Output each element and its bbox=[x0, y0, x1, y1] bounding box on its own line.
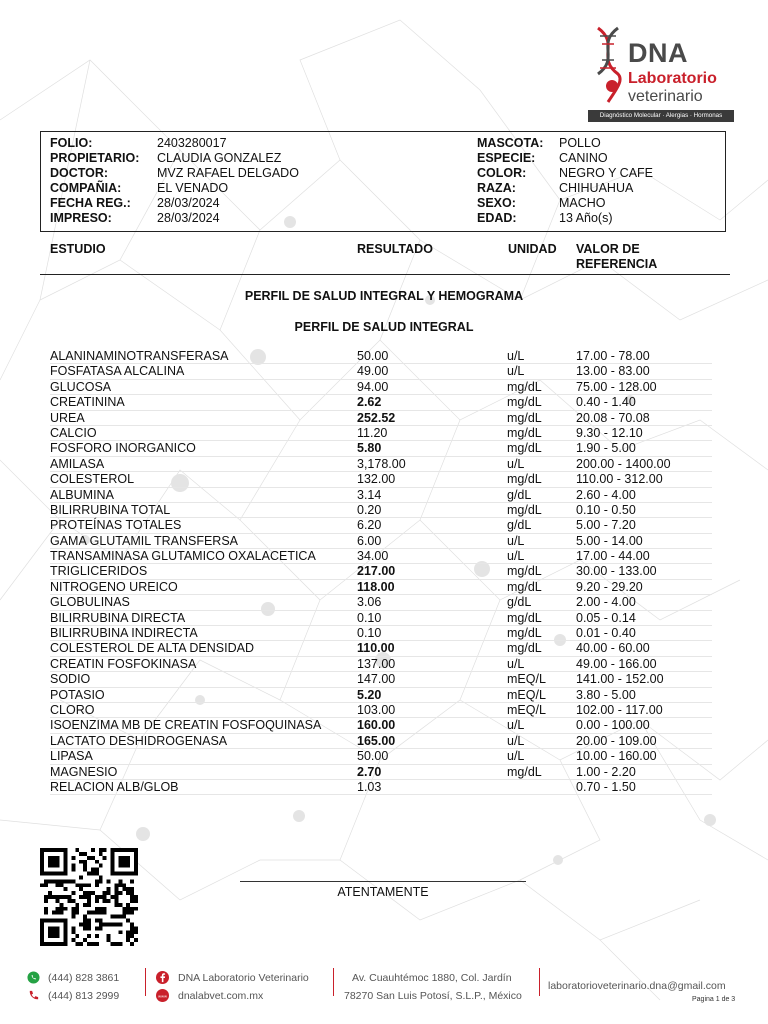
result-row bbox=[50, 457, 712, 472]
result-study: GAMA GLUTAMIL TRANSFERSA bbox=[50, 533, 239, 548]
result-unit: mg/dL bbox=[507, 410, 542, 425]
result-reference: 2.60 - 4.00 bbox=[576, 487, 636, 502]
section-title: PERFIL DE SALUD INTEGRAL Y HEMOGRAMA bbox=[244, 289, 524, 303]
header-reference-1: VALOR DE bbox=[576, 242, 640, 256]
result-row bbox=[50, 411, 712, 426]
result-unit: u/L bbox=[507, 456, 525, 471]
svg-text:www: www bbox=[157, 994, 168, 999]
folio-value: 2403280017 bbox=[157, 136, 227, 150]
dna-helix-icon bbox=[590, 24, 630, 104]
breed-value: CHIHUAHUA bbox=[559, 181, 634, 195]
result-study: GLOBULINAS bbox=[50, 595, 130, 610]
printed-value: 28/03/2024 bbox=[157, 211, 220, 225]
result-reference: 2.00 - 4.00 bbox=[576, 595, 636, 610]
result-value: 103.00 bbox=[357, 702, 396, 717]
result-reference: 141.00 - 152.00 bbox=[576, 672, 664, 687]
result-reference: 40.00 - 60.00 bbox=[576, 641, 650, 656]
result-study: TRANSAMINASA GLUTAMICO OXALACETICA bbox=[50, 549, 316, 564]
result-study: MAGNESIO bbox=[50, 764, 118, 779]
result-reference: 1.00 - 2.20 bbox=[576, 764, 636, 779]
result-row bbox=[50, 441, 712, 456]
result-value: 132.00 bbox=[357, 472, 396, 487]
pet-label: MASCOTA: bbox=[477, 136, 544, 150]
result-unit: u/L bbox=[507, 656, 525, 671]
result-value: 217.00 bbox=[357, 564, 396, 579]
result-value: 50.00 bbox=[357, 749, 389, 764]
result-row bbox=[50, 595, 712, 610]
page-number: Pagina 1 de 3 bbox=[692, 996, 736, 1003]
result-reference: 102.00 - 117.00 bbox=[576, 702, 663, 717]
result-reference: 75.00 - 128.00 bbox=[576, 379, 657, 394]
result-row bbox=[50, 641, 712, 656]
result-row bbox=[50, 364, 712, 379]
result-value: 118.00 bbox=[357, 579, 395, 594]
result-reference: 110.00 - 312.00 bbox=[576, 472, 663, 487]
phone-1: (444) 828 3861 bbox=[48, 972, 120, 984]
result-reference: 0.00 - 100.00 bbox=[576, 718, 650, 733]
result-unit: u/L bbox=[507, 533, 525, 548]
result-study: UREA bbox=[50, 410, 85, 425]
result-reference: 9.30 - 12.10 bbox=[576, 425, 643, 440]
result-unit: g/dL bbox=[507, 518, 532, 533]
result-row bbox=[50, 580, 712, 595]
result-study: BILIRRUBINA INDIRECTA bbox=[50, 626, 198, 641]
result-study: COLESTEROL DE ALTA DENSIDAD bbox=[50, 641, 254, 656]
result-reference: 13.00 - 83.00 bbox=[576, 364, 650, 379]
result-row bbox=[50, 518, 712, 533]
logo-brand: DNA bbox=[628, 38, 688, 68]
sex-value: MACHO bbox=[559, 196, 606, 210]
result-study: NITROGENO UREICO bbox=[50, 579, 178, 594]
result-study: CALCIO bbox=[50, 425, 97, 440]
doctor-label: DOCTOR: bbox=[50, 166, 109, 180]
result-row bbox=[50, 749, 712, 764]
owner-label: PROPIETARIO: bbox=[50, 151, 140, 165]
footer-divider bbox=[333, 968, 334, 996]
result-reference: 9.20 - 29.20 bbox=[576, 579, 643, 594]
result-row bbox=[50, 626, 712, 641]
result-value: 160.00 bbox=[357, 718, 396, 733]
result-reference: 49.00 - 166.00 bbox=[576, 656, 657, 671]
result-unit: u/L bbox=[507, 718, 525, 733]
result-row bbox=[50, 672, 712, 687]
result-study: LACTATO DESHIDROGENASA bbox=[50, 733, 228, 748]
result-study: CLORO bbox=[50, 702, 95, 717]
result-value: 49.00 bbox=[357, 364, 389, 379]
result-value: 5.80 bbox=[357, 441, 382, 456]
patient-info-box bbox=[40, 131, 726, 232]
result-unit: mg/dL bbox=[507, 441, 542, 456]
result-unit: g/dL bbox=[507, 487, 532, 502]
footer bbox=[0, 960, 768, 1024]
result-row bbox=[50, 349, 712, 364]
header-divider bbox=[40, 274, 730, 275]
logo-tagline: Diagnóstico Molecular · Alergias · Hormonas bbox=[588, 110, 734, 122]
printed-label: IMPRESO: bbox=[50, 211, 112, 225]
result-unit: mg/dL bbox=[507, 395, 542, 410]
result-study: TRIGLICERIDOS bbox=[50, 564, 148, 579]
owner-value: CLAUDIA GONZALEZ bbox=[157, 151, 282, 165]
reg-date-label: FECHA REG.: bbox=[50, 196, 131, 210]
header-result: RESULTADO bbox=[357, 242, 433, 256]
result-value: 94.00 bbox=[357, 379, 389, 394]
result-value: 0.10 bbox=[357, 610, 382, 625]
result-row bbox=[50, 780, 712, 795]
result-unit: mg/dL bbox=[507, 502, 542, 517]
result-study: AMILASA bbox=[50, 456, 105, 471]
result-unit: mg/dL bbox=[507, 472, 542, 487]
result-study: CREATININA bbox=[50, 395, 125, 410]
result-study: FOSFORO INORGANICO bbox=[50, 441, 196, 456]
company-value: EL VENADO bbox=[157, 181, 229, 195]
result-reference: 0.40 - 1.40 bbox=[576, 395, 636, 410]
phone-icon bbox=[27, 989, 40, 1002]
result-reference: 0.70 - 1.50 bbox=[576, 779, 636, 794]
footer-divider bbox=[145, 968, 146, 996]
subsection-title: PERFIL DE SALUD INTEGRAL bbox=[294, 320, 474, 334]
species-label: ESPECIE: bbox=[477, 151, 536, 165]
result-value: 1.03 bbox=[357, 779, 382, 794]
result-row bbox=[50, 564, 712, 579]
result-row bbox=[50, 657, 712, 672]
qr-code bbox=[40, 848, 138, 946]
result-row bbox=[50, 718, 712, 733]
result-reference: 10.00 - 160.00 bbox=[576, 749, 657, 764]
result-reference: 0.05 - 0.14 bbox=[576, 610, 636, 625]
result-value: 3.06 bbox=[357, 595, 382, 610]
species-value: CANINO bbox=[559, 151, 608, 165]
result-unit: u/L bbox=[507, 733, 525, 748]
result-study: ALBUMINA bbox=[50, 487, 114, 502]
result-reference: 0.10 - 0.50 bbox=[576, 502, 636, 517]
web-icon bbox=[156, 989, 169, 1002]
result-reference: 17.00 - 78.00 bbox=[576, 349, 650, 363]
age-label: EDAD: bbox=[477, 211, 517, 225]
result-study: BILIRRUBINA DIRECTA bbox=[50, 610, 186, 625]
results-table bbox=[50, 349, 712, 795]
result-unit: mEQ/L bbox=[507, 702, 546, 717]
result-row bbox=[50, 395, 712, 410]
result-study: ALANINAMINOTRANSFERASA bbox=[50, 349, 229, 363]
facebook-icon bbox=[156, 971, 169, 984]
result-value: 11.20 bbox=[357, 425, 388, 440]
reg-date-value: 28/03/2024 bbox=[157, 196, 220, 210]
result-reference: 0.01 - 0.40 bbox=[576, 626, 636, 641]
sex-label: SEXO: bbox=[477, 196, 516, 210]
result-reference: 17.00 - 44.00 bbox=[576, 549, 650, 564]
color-label: COLOR: bbox=[477, 166, 527, 180]
result-row bbox=[50, 688, 712, 703]
whatsapp-icon bbox=[27, 971, 40, 984]
result-value: 2.62 bbox=[357, 395, 382, 410]
result-value: 0.20 bbox=[357, 502, 382, 517]
result-unit: mg/dL bbox=[507, 764, 542, 779]
result-value: 50.00 bbox=[357, 349, 389, 363]
breed-label: RAZA: bbox=[477, 181, 516, 195]
result-reference: 5.00 - 7.20 bbox=[576, 518, 636, 533]
result-study: RELACION ALB/GLOB bbox=[50, 779, 179, 794]
result-unit: mEQ/L bbox=[507, 672, 546, 687]
result-unit: mg/dL bbox=[507, 641, 542, 656]
result-row bbox=[50, 503, 712, 518]
result-value: 5.20 bbox=[357, 687, 382, 702]
facebook-page[interactable]: DNA Laboratorio Veterinario bbox=[178, 972, 309, 984]
result-study: SODIO bbox=[50, 672, 91, 687]
result-reference: 20.00 - 109.00 bbox=[576, 733, 657, 748]
result-study: CREATIN FOSFOKINASA bbox=[50, 656, 197, 671]
result-value: 3,178.00 bbox=[357, 456, 406, 471]
result-study: COLESTEROL bbox=[50, 472, 135, 487]
result-unit: mEQ/L bbox=[507, 687, 546, 702]
website-link[interactable]: dnalabvet.com.mx bbox=[178, 990, 264, 1002]
result-study: GLUCOSA bbox=[50, 379, 112, 394]
folio-label: FOLIO: bbox=[50, 136, 93, 150]
result-row bbox=[50, 765, 712, 780]
result-unit: u/L bbox=[507, 749, 525, 764]
result-row bbox=[50, 703, 712, 718]
lab-logo bbox=[588, 22, 738, 126]
result-reference: 5.00 - 14.00 bbox=[576, 533, 643, 548]
result-reference: 30.00 - 133.00 bbox=[576, 564, 657, 579]
result-value: 34.00 bbox=[357, 549, 389, 564]
result-value: 3.14 bbox=[357, 487, 382, 502]
result-unit: u/L bbox=[507, 549, 525, 564]
email-link[interactable]: laboratorioveterinario.dna@gmail.com bbox=[548, 980, 726, 992]
result-study: POTASIO bbox=[50, 687, 105, 702]
logo-line-1: Laboratorio bbox=[628, 70, 717, 87]
doctor-value: MVZ RAFAEL DELGADO bbox=[157, 166, 299, 180]
result-value: 6.00 bbox=[357, 533, 382, 548]
result-unit: mg/dL bbox=[507, 379, 542, 394]
result-study: FOSFATASA ALCALINA bbox=[50, 364, 185, 379]
company-label: COMPAÑIA: bbox=[50, 181, 122, 195]
result-row bbox=[50, 549, 712, 564]
result-value: 2.70 bbox=[357, 764, 382, 779]
result-unit: mg/dL bbox=[507, 425, 542, 440]
result-reference: 3.80 - 5.00 bbox=[576, 687, 636, 702]
result-row bbox=[50, 472, 712, 487]
result-reference: 20.08 - 70.08 bbox=[576, 410, 650, 425]
result-unit: mg/dL bbox=[507, 564, 542, 579]
result-study: PROTEÍNAS TOTALES bbox=[50, 518, 182, 533]
result-value: 147.00 bbox=[357, 672, 396, 687]
result-unit: mg/dL bbox=[507, 610, 542, 625]
logo-line-2: veterinario bbox=[628, 88, 703, 105]
color-value: NEGRO Y CAFE bbox=[559, 166, 654, 180]
result-study: LIPASA bbox=[50, 749, 93, 764]
result-unit: g/dL bbox=[507, 595, 532, 610]
result-value: 110.00 bbox=[357, 641, 395, 656]
header-reference-2: REFERENCIA bbox=[576, 257, 658, 271]
result-row bbox=[50, 380, 712, 395]
pet-value: POLLO bbox=[559, 136, 601, 150]
age-value: 13 Año(s) bbox=[559, 211, 613, 225]
result-row bbox=[50, 488, 712, 503]
signature-line bbox=[240, 881, 526, 882]
result-study: ISOENZIMA MB DE CREATIN FOSFOQUINASA bbox=[50, 718, 322, 733]
phone-2: (444) 813 2999 bbox=[48, 990, 120, 1002]
result-study: BILIRRUBINA TOTAL bbox=[50, 502, 171, 517]
result-value: 252.52 bbox=[357, 410, 396, 425]
result-row bbox=[50, 611, 712, 626]
footer-divider bbox=[539, 968, 540, 996]
address-line-1: Av. Cuauhtémoc 1880, Col. Jardín bbox=[352, 972, 512, 984]
result-row bbox=[50, 426, 712, 441]
result-unit: mg/dL bbox=[507, 579, 542, 594]
header-study: ESTUDIO bbox=[50, 242, 106, 256]
result-value: 6.20 bbox=[357, 518, 382, 533]
result-unit: u/L bbox=[507, 349, 525, 363]
result-value: 165.00 bbox=[357, 733, 396, 748]
result-value: 0.10 bbox=[357, 626, 382, 641]
result-row bbox=[50, 534, 712, 549]
signature-label: ATENTAMENTE bbox=[337, 885, 429, 899]
result-unit: mg/dL bbox=[507, 626, 542, 641]
header-unit: UNIDAD bbox=[508, 242, 557, 256]
result-unit: u/L bbox=[507, 364, 525, 379]
result-reference: 1.90 - 5.00 bbox=[576, 441, 636, 456]
result-reference: 200.00 - 1400.00 bbox=[576, 456, 671, 471]
result-value: 137.00 bbox=[357, 656, 396, 671]
result-row bbox=[50, 734, 712, 749]
address-line-2: 78270 San Luis Potosí, S.L.P., México bbox=[344, 990, 522, 1002]
